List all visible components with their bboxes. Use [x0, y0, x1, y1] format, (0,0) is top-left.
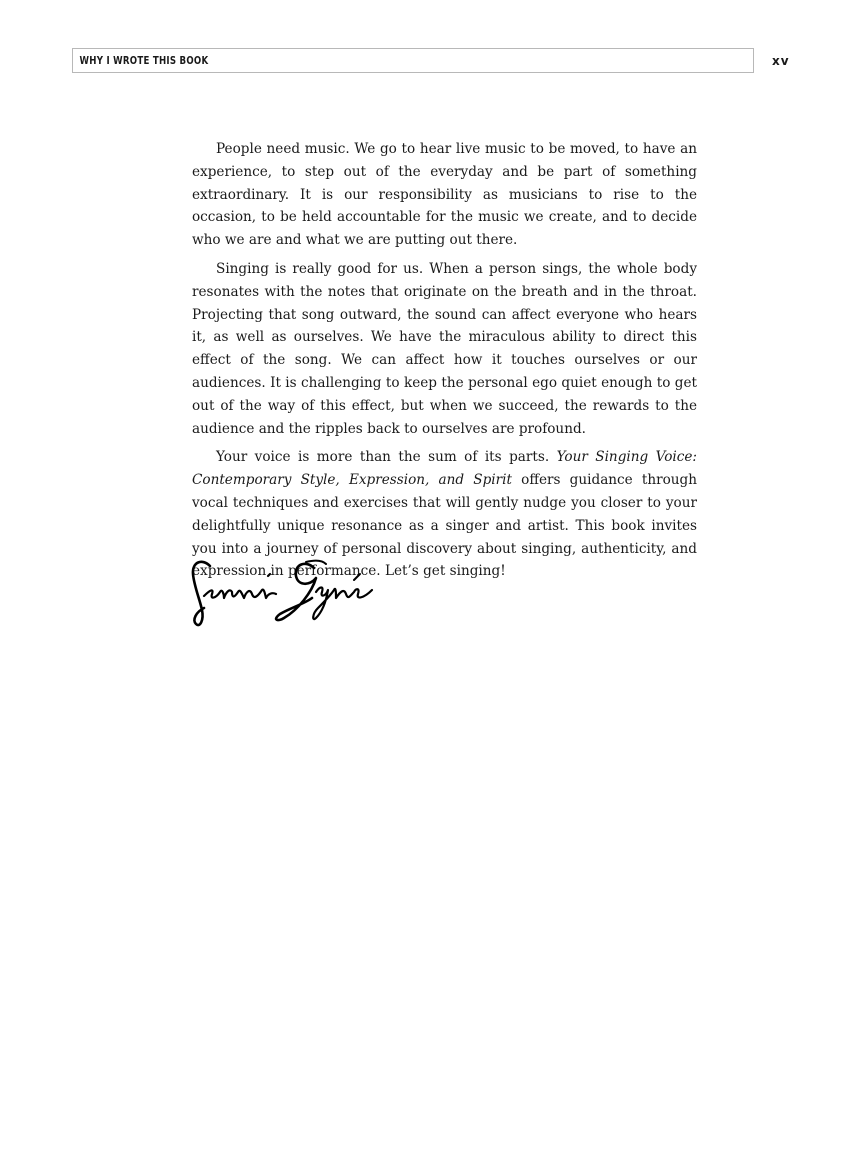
signature-g — [276, 564, 316, 620]
body-text — [192, 138, 697, 589]
signature — [188, 552, 388, 632]
signature-agne — [313, 588, 372, 620]
paragraph-3-rest: offers guidance through vocal techniques and exercises that will gently nudge you closer to your delightfully unique resonance as a singer and artist. This book invites you into a journey of personal discovery about singing, authenticity, and expression in performance. Let’s get singing! — [192, 472, 698, 580]
signature-eannie — [204, 590, 276, 598]
signature-i-dot — [268, 574, 270, 576]
page-number: xv — [772, 54, 790, 68]
book-title: Your Singing Voice: Contemporary Style, Expression, and Spirit — [192, 449, 697, 489]
running-head-label: WHY I WROTE THIS BOOK — [79, 54, 209, 67]
paragraph-1: People need music. We go to hear live music to be moved, to have an experience, to step out of the everyday and be part of something extraordinary. It is our responsibility as musicians to rise to the occasion, to be held accountable for the music we create, and to decide who we are and what we are putting out there. — [192, 141, 697, 249]
paragraph-3-lead: Your voice is more than the sum of its parts. — [216, 449, 557, 466]
running-head — [72, 48, 754, 73]
signature-accent — [354, 574, 360, 580]
paragraph-2: Singing is really good for us. When a person sings, the whole body resonates with the notes that originate on the breath and in the throat. Projecting that song outward, the sound can affect everyone who hears it, as well as ourselves. We have the miraculous ability to direct this effect of the song. We can affect how it touches ourselves or our audiences. It is challenging to keep the personal ego quiet enough to get out of the way of this effect, but when we succeed, the rewards to the audience and the ripples back to ourselves are profound. — [192, 260, 697, 437]
